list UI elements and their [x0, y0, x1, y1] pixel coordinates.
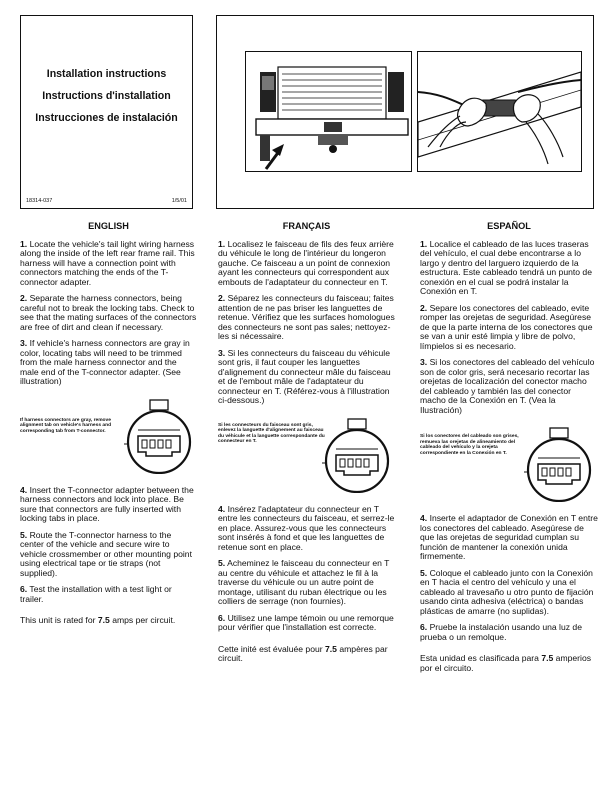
- spanish-heading: ESPAÑOL: [487, 221, 531, 231]
- step-number: 6.: [20, 584, 28, 594]
- french-rating: [218, 645, 395, 664]
- step-number: 6.: [420, 622, 428, 632]
- step-number: 1.: [20, 238, 28, 249]
- step-text: Separe los conectores del cableado, evite romper las orejetas de seguridad. Asegúrese de que la parte interna de los conectores que se van a unir esté limpia y libre de polvo, límpielos si es necesario.: [420, 302, 593, 351]
- step-number: 5.: [20, 529, 28, 540]
- rating-prefix: This unit is rated for: [20, 615, 98, 625]
- illustration-box: [216, 15, 594, 209]
- english-step-6: [20, 585, 197, 604]
- spanish-step-4: [420, 514, 598, 562]
- step-text: Coloque el cableado junto con la Conexión en T hacia el centro del vehículo y una el cableado al travesaño u otro punto de fijación usando cinta adhesiva (eléctrica) o bandas plásticas de amarre (no suplidas).: [420, 567, 594, 616]
- connector-icon: [524, 422, 596, 502]
- step-number: 3.: [420, 357, 428, 367]
- connector-icon: [124, 394, 196, 474]
- step-number: 3.: [20, 338, 28, 348]
- step-number: 5.: [420, 567, 428, 578]
- connector-icon: [322, 413, 394, 493]
- step-text: Inserte el adaptador de Conexión en T entre los conectores del cableado. Asegúrese de que las orejetas de seguridad cumplan su función de mantener la conexión unida firmemente.: [420, 513, 598, 561]
- spanish-step-5: [420, 569, 598, 617]
- step-text: Locate the vehicle's tail light wiring harness along the inside of the left rear frame rail. This harness will have a connection point with connectors matching the ends of the T-connector adapter.: [20, 238, 195, 287]
- step-number: 2.: [218, 293, 226, 303]
- step-text: Insérez l'adaptateur du connecteur en T entre les connecteurs du faisceau, et serrez-le en place. Assurez-vous que les connecteurs sont insérés à fond et que les languettes de retenue sont en place.: [218, 503, 395, 552]
- rating-value: 7.5: [97, 615, 110, 625]
- step-text: Localice el cableado de las luces traseras del vehículo, el cual debe encontrarse a lo largo y dentro del larguero izquierdo de la estructura. Este cableado tendrá un punto de conexión en el cual se podrá instalar la Conexión en T.: [420, 238, 592, 296]
- step-text: Localisez le faisceau de fils des feux arrière du véhicule le long de l'intérieur du longeron gauche. Ce faisceau a un point de connexion ayant les connecteurs qui correspondent aux embouts de l'adaptateur du connecteur en T.: [218, 238, 394, 287]
- spanish-step-2: [420, 304, 598, 352]
- title-box: [20, 15, 193, 209]
- connector-installation-illustration: [417, 51, 582, 172]
- spanish-step-1: [420, 240, 598, 297]
- step-text: If vehicle's harness connectors are gray in color, locating tabs will need to be trimmed from the male harness connector and the male end of the T-connector adapter. (See illustration): [20, 338, 190, 386]
- step-number: 1.: [218, 238, 226, 249]
- rating-prefix: Esta unidad es clasificada para: [420, 653, 542, 663]
- english-step-2: [20, 294, 197, 332]
- step-number: 2.: [420, 302, 428, 313]
- step-number: 2.: [20, 293, 28, 303]
- step-number: 4.: [218, 503, 226, 514]
- french-heading: FRANÇAIS: [282, 221, 331, 231]
- french-step-6: [218, 614, 395, 633]
- english-step-3: [20, 339, 197, 387]
- step-text: Si les connecteurs du faisceau du véhicule sont gris, il faut couper les languettes d'alignement du connecteur mâle du faisceau et de l'embout mâle de l'adaptateur du connecteur en T. (Référez-vous à l'illustration ci-dessous.): [218, 347, 391, 405]
- rating-suffix: amperios por el circuito.: [420, 653, 592, 673]
- french-step-5: [218, 559, 395, 607]
- rating-suffix: amps per circuit.: [109, 615, 176, 625]
- title-english: Installation instructions: [46, 68, 167, 80]
- step-text: Utilisez une lampe témoin ou une remorque pour vérifier que l'installation est correcte.: [218, 612, 394, 632]
- part-number: 18314-037: [26, 198, 53, 204]
- spanish-step-3: [420, 358, 598, 415]
- step-text: Route the T-connector harness to the center of the vehicle and secure wire to vehicle crossmember or other mounting point using electrical tape or tie straps (not supplied).: [20, 529, 192, 578]
- title-french: Instructions d'installation: [42, 90, 171, 102]
- english-rating: [20, 616, 197, 626]
- step-text: Pruebe la instalación usando una luz de prueba o un remolque.: [420, 622, 582, 642]
- title-list: [21, 63, 192, 129]
- english-step-5: [20, 531, 197, 579]
- french-step-3: [218, 349, 395, 406]
- rating-prefix: Cette inité est évaluée pour: [218, 643, 326, 654]
- french-column: [218, 222, 395, 671]
- spanish-connector-diagram: [420, 422, 598, 502]
- french-step-4: [218, 505, 395, 553]
- step-text: Si los conectores del cableado del vehículo son de color gris, será necesario recortar las orejetas de localización del conector macho del cableado y también las del conector macho de la Conexión en T. (Vea la Ilustración): [420, 357, 595, 415]
- english-connector-diagram: [20, 394, 197, 474]
- english-step-4: [20, 486, 197, 524]
- diagram-note: Si les connecteurs du faisceau sont gris, enlevez la languette d'alignement au faisceau du véhicule et la languette correspondante du connecteur en T.: [218, 422, 325, 445]
- rating-value: 7.5: [541, 653, 554, 663]
- step-text: Insert the T-connector adapter between the harness connectors and lock into place. Be sure that connectors are fully inserted with locking tabs in place.: [20, 484, 194, 523]
- rating-value: 7.5: [325, 643, 337, 654]
- step-text: Acheminez le faisceau du connecteur en T au centre du véhicule et attachez le fil à la traverse du véhicule ou un autre point de montage, utilisant du ruban électrique ou les colliers de serrage (non fournies).: [218, 558, 390, 606]
- step-number: 1.: [420, 238, 428, 249]
- english-heading: ENGLISH: [88, 221, 129, 231]
- vehicle-rear-illustration: [245, 51, 412, 172]
- french-step-1: [218, 240, 395, 288]
- step-number: 4.: [420, 513, 428, 523]
- spanish-column: [420, 222, 598, 680]
- french-step-2: [218, 294, 395, 342]
- document-date: 1/5/01: [171, 198, 187, 204]
- step-text: Separate the harness connectors, being careful not to break the locking tabs. Check to see that the mating surfaces of the connectors are free of dirt and clean if necessary.: [20, 293, 197, 332]
- diagram-note: If harness connectors are gray, remove alignment tab on vehicle's harness and corresponding tab from T-connector.: [20, 417, 112, 434]
- step-number: 3.: [218, 347, 226, 358]
- diagram-note: Si los conectores del cableado son grises, remueva las orejetas de alineamiento del cableado del vehículo y la orejeta correspondiente en la Conexión en T.: [420, 434, 519, 456]
- spanish-rating: [420, 654, 598, 673]
- step-number: 4.: [20, 484, 28, 495]
- english-column: [20, 222, 197, 633]
- title-spanish: Instrucciones de instalación: [35, 112, 178, 124]
- step-number: 6.: [218, 612, 226, 623]
- french-connector-diagram: [218, 413, 395, 493]
- step-text: Séparez les connecteurs du faisceau; faites attention de ne pas briser les languettes de retenue. Vérifiez que les surfaces homologues des connecteurs ne sont pas sales; nettoyez-les si nécessaire.: [218, 293, 395, 341]
- step-number: 5.: [218, 558, 226, 568]
- spanish-step-6: [420, 623, 598, 642]
- step-text: Test the installation with a test light or trailer.: [20, 584, 172, 604]
- rating-suffix: ampères par circuit.: [218, 643, 388, 663]
- english-step-1: [20, 240, 197, 288]
